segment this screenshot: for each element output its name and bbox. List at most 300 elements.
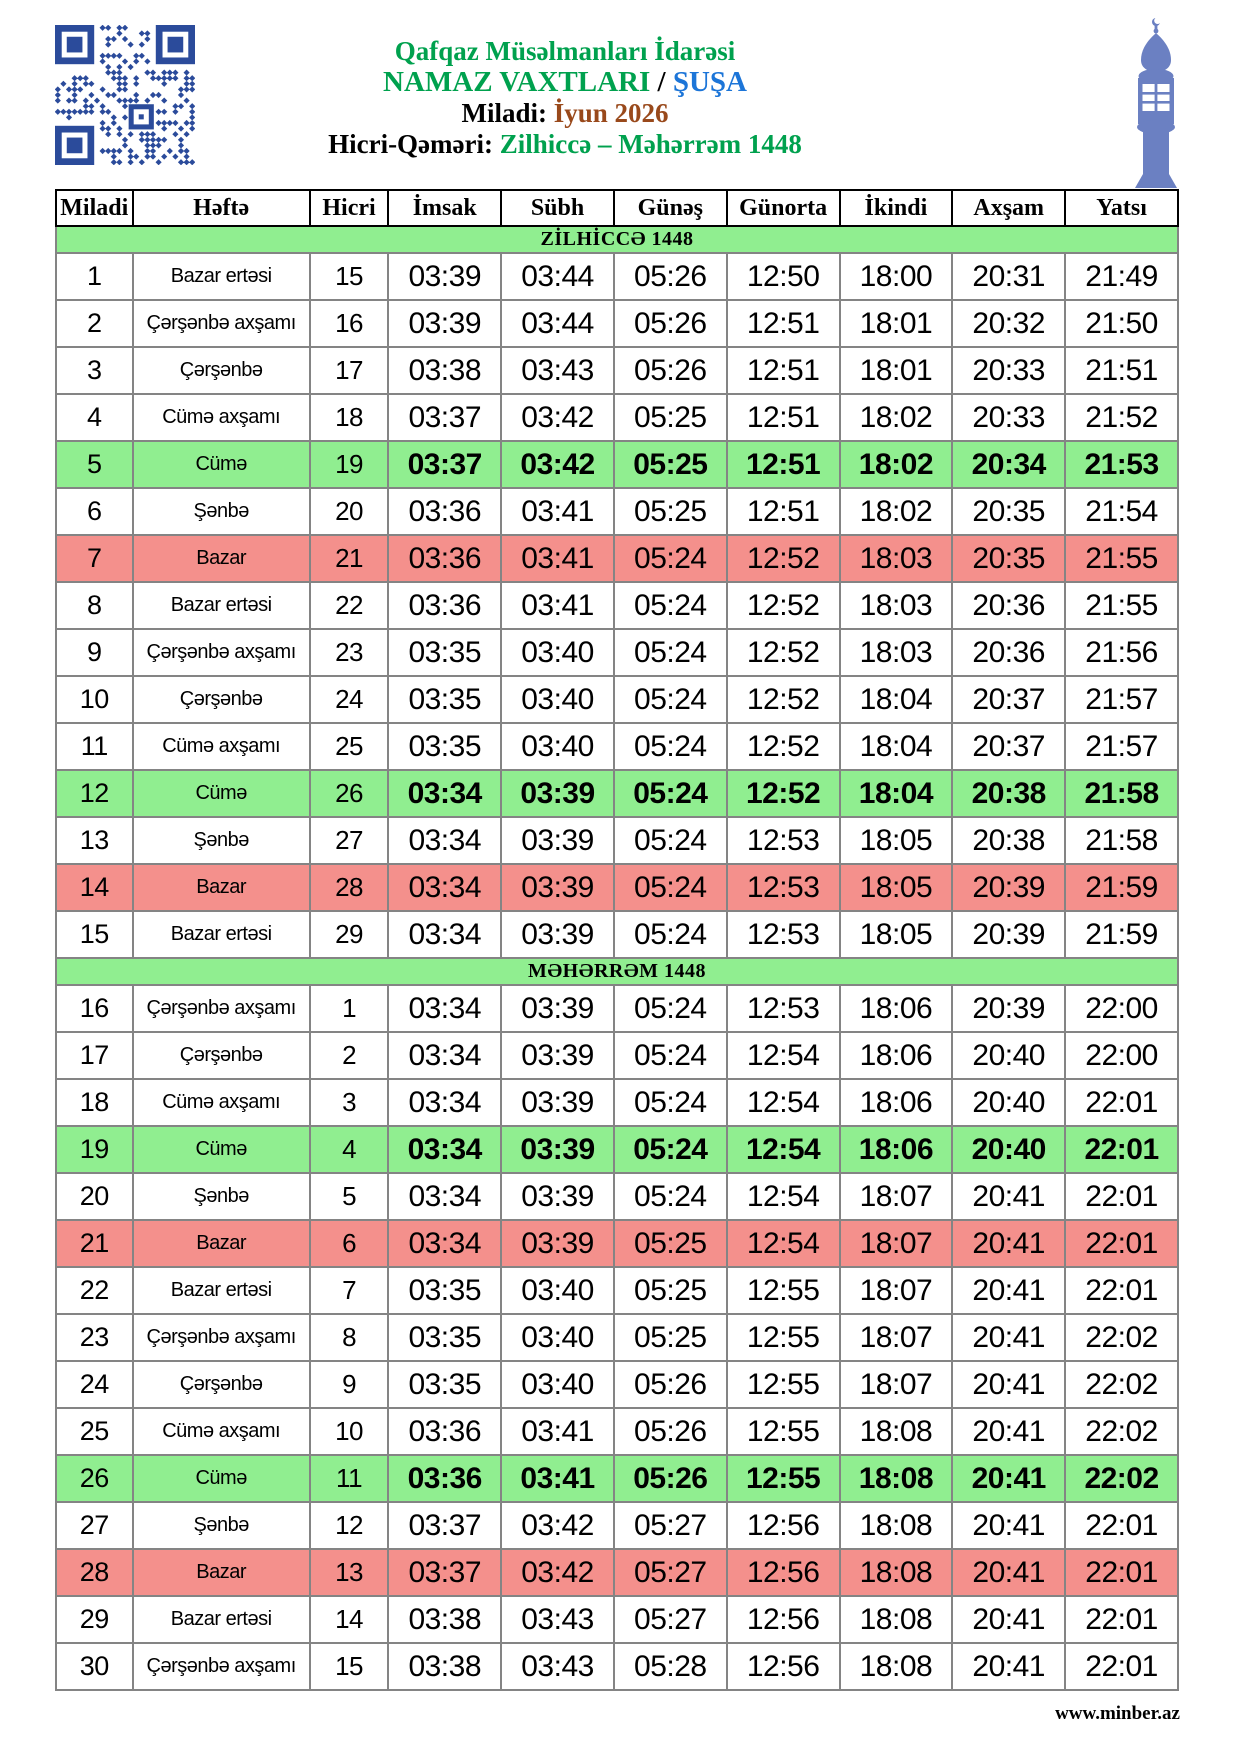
miladi-day-cell: 10 [56, 676, 133, 723]
miladi-label: Miladi: [461, 98, 554, 128]
ikindi-cell: 18:02 [840, 441, 953, 488]
weekday-cell: Cümə axşamı [133, 1079, 310, 1126]
gunes-cell: 05:24 [614, 1032, 727, 1079]
gunes-cell: 05:27 [614, 1502, 727, 1549]
axsam-cell: 20:40 [952, 1126, 1065, 1173]
gunes-cell: 05:24 [614, 676, 727, 723]
prayer-times-row [56, 488, 1178, 535]
ikindi-cell: 18:08 [840, 1549, 953, 1596]
axsam-cell: 20:39 [952, 911, 1065, 958]
yatsi-cell: 21:57 [1065, 676, 1178, 723]
subh-cell: 03:40 [501, 1361, 614, 1408]
axsam-cell: 20:38 [952, 817, 1065, 864]
yatsi-cell: 22:00 [1065, 985, 1178, 1032]
prayer-times-row [56, 582, 1178, 629]
hicri-day-cell: 1 [310, 985, 389, 1032]
prayer-times-row [56, 629, 1178, 676]
gunes-cell: 05:26 [614, 347, 727, 394]
gunes-cell: 05:25 [614, 441, 727, 488]
miladi-day-cell: 20 [56, 1173, 133, 1220]
gunorta-cell: 12:53 [727, 911, 840, 958]
subh-cell: 03:39 [501, 911, 614, 958]
hicri-day-cell: 27 [310, 817, 389, 864]
miladi-day-cell: 17 [56, 1032, 133, 1079]
subh-cell: 03:40 [501, 629, 614, 676]
yatsi-cell: 21:50 [1065, 300, 1178, 347]
gunorta-cell: 12:52 [727, 676, 840, 723]
gunorta-cell: 12:53 [727, 817, 840, 864]
hicri-day-cell: 29 [310, 911, 389, 958]
gunorta-cell: 12:53 [727, 864, 840, 911]
subh-cell: 03:41 [501, 488, 614, 535]
gunes-cell: 05:26 [614, 300, 727, 347]
gunorta-cell: 12:52 [727, 770, 840, 817]
axsam-cell: 20:32 [952, 300, 1065, 347]
ikindi-cell: 18:07 [840, 1267, 953, 1314]
yatsi-cell: 22:02 [1065, 1408, 1178, 1455]
yatsi-cell: 21:59 [1065, 864, 1178, 911]
miladi-value: İyun 2026 [553, 98, 669, 128]
miladi-day-cell: 5 [56, 441, 133, 488]
gunes-cell: 05:24 [614, 723, 727, 770]
weekday-cell: Cümə [133, 1126, 310, 1173]
gunes-cell: 05:27 [614, 1549, 727, 1596]
yatsi-cell: 22:02 [1065, 1361, 1178, 1408]
subh-cell: 03:43 [501, 1643, 614, 1690]
ikindi-cell: 18:07 [840, 1220, 953, 1267]
subh-cell: 03:42 [501, 394, 614, 441]
gunorta-cell: 12:52 [727, 582, 840, 629]
weekday-cell: Çərşənbə axşamı [133, 1643, 310, 1690]
miladi-day-cell: 11 [56, 723, 133, 770]
imsak-cell: 03:34 [388, 1173, 501, 1220]
subh-cell: 03:39 [501, 1032, 614, 1079]
miladi-day-cell: 1 [56, 253, 133, 300]
weekday-cell: Bazar ertəsi [133, 911, 310, 958]
gunorta-cell: 12:51 [727, 488, 840, 535]
prayer-times-row [56, 1032, 1178, 1079]
weekday-cell: Şənbə [133, 488, 310, 535]
gunorta-cell: 12:54 [727, 1032, 840, 1079]
yatsi-cell: 22:01 [1065, 1596, 1178, 1643]
hicri-day-cell: 25 [310, 723, 389, 770]
miladi-day-cell: 23 [56, 1314, 133, 1361]
prayer-times-row [56, 1549, 1178, 1596]
gunes-cell: 05:25 [614, 394, 727, 441]
axsam-cell: 20:41 [952, 1596, 1065, 1643]
axsam-cell: 20:41 [952, 1220, 1065, 1267]
prayer-times-row [56, 985, 1178, 1032]
prayer-times-row [56, 347, 1178, 394]
col-header-ikindi: İkindi [840, 190, 953, 226]
imsak-cell: 03:38 [388, 1643, 501, 1690]
axsam-cell: 20:41 [952, 1643, 1065, 1690]
miladi-day-cell: 21 [56, 1220, 133, 1267]
ikindi-cell: 18:05 [840, 864, 953, 911]
axsam-cell: 20:36 [952, 582, 1065, 629]
ikindi-cell: 18:08 [840, 1643, 953, 1690]
imsak-cell: 03:34 [388, 1079, 501, 1126]
weekday-cell: Bazar ertəsi [133, 1267, 310, 1314]
miladi-day-cell: 25 [56, 1408, 133, 1455]
gunes-cell: 05:24 [614, 864, 727, 911]
yatsi-cell: 22:01 [1065, 1126, 1178, 1173]
weekday-cell: Cümə axşamı [133, 1408, 310, 1455]
weekday-cell: Çərşənbə [133, 1032, 310, 1079]
gunorta-cell: 12:51 [727, 300, 840, 347]
axsam-cell: 20:33 [952, 394, 1065, 441]
weekday-cell: Cümə axşamı [133, 723, 310, 770]
gunes-cell: 05:24 [614, 911, 727, 958]
imsak-cell: 03:35 [388, 676, 501, 723]
hicri-label: Hicri-Qəməri: [328, 129, 500, 159]
miladi-day-cell: 16 [56, 985, 133, 1032]
page-title [155, 67, 975, 98]
yatsi-cell: 21:57 [1065, 723, 1178, 770]
hicri-day-cell: 20 [310, 488, 389, 535]
gunes-cell: 05:25 [614, 1267, 727, 1314]
subh-cell: 03:39 [501, 864, 614, 911]
imsak-cell: 03:37 [388, 394, 501, 441]
hicri-day-cell: 14 [310, 1596, 389, 1643]
gunorta-cell: 12:50 [727, 253, 840, 300]
gunes-cell: 05:26 [614, 1408, 727, 1455]
ikindi-cell: 18:08 [840, 1596, 953, 1643]
gunorta-cell: 12:56 [727, 1549, 840, 1596]
hicri-day-cell: 19 [310, 441, 389, 488]
footer-website: www.minber.az [1055, 1703, 1180, 1724]
ikindi-cell: 18:03 [840, 535, 953, 582]
prayer-times-row [56, 1361, 1178, 1408]
imsak-cell: 03:34 [388, 770, 501, 817]
gunes-cell: 05:24 [614, 1173, 727, 1220]
ikindi-cell: 18:02 [840, 488, 953, 535]
gunes-cell: 05:26 [614, 253, 727, 300]
gunes-cell: 05:26 [614, 1455, 727, 1502]
hicri-day-cell: 16 [310, 300, 389, 347]
miladi-day-cell: 30 [56, 1643, 133, 1690]
col-header-yatsi: Yatsı [1065, 190, 1178, 226]
weekday-cell: Çərşənbə axşamı [133, 300, 310, 347]
prayer-times-row [56, 1408, 1178, 1455]
prayer-times-row [56, 1079, 1178, 1126]
hicri-day-cell: 2 [310, 1032, 389, 1079]
gunorta-cell: 12:51 [727, 441, 840, 488]
organization-title: Qafqaz Müsəlmanları İdarəsi [394, 36, 736, 66]
weekday-cell: Cümə axşamı [133, 394, 310, 441]
axsam-cell: 20:41 [952, 1549, 1065, 1596]
gunes-cell: 05:25 [614, 488, 727, 535]
subh-cell: 03:41 [501, 1408, 614, 1455]
yatsi-cell: 21:52 [1065, 394, 1178, 441]
gunorta-cell: 12:55 [727, 1314, 840, 1361]
axsam-cell: 20:41 [952, 1314, 1065, 1361]
ikindi-cell: 18:01 [840, 300, 953, 347]
ikindi-cell: 18:07 [840, 1361, 953, 1408]
hicri-day-cell: 26 [310, 770, 389, 817]
hicri-day-cell: 21 [310, 535, 389, 582]
hicri-day-cell: 6 [310, 1220, 389, 1267]
subh-cell: 03:41 [501, 535, 614, 582]
col-header-hicri: Hicri [310, 190, 389, 226]
gunorta-cell: 12:56 [727, 1502, 840, 1549]
weekday-cell: Şənbə [133, 1173, 310, 1220]
yatsi-cell: 21:56 [1065, 629, 1178, 676]
hicri-day-cell: 15 [310, 1643, 389, 1690]
axsam-cell: 20:34 [952, 441, 1065, 488]
yatsi-cell: 21:58 [1065, 817, 1178, 864]
col-header-axsam: Axşam [952, 190, 1065, 226]
hicri-day-cell: 9 [310, 1361, 389, 1408]
ikindi-cell: 18:05 [840, 911, 953, 958]
weekday-cell: Çərşənbə [133, 676, 310, 723]
ikindi-cell: 18:06 [840, 1126, 953, 1173]
miladi-day-cell: 2 [56, 300, 133, 347]
imsak-cell: 03:34 [388, 817, 501, 864]
prayer-times-row [56, 394, 1178, 441]
prayer-times-row [56, 676, 1178, 723]
subh-cell: 03:40 [501, 1267, 614, 1314]
col-header-miladi: Miladi [56, 190, 133, 226]
weekday-cell: Bazar ertəsi [133, 1596, 310, 1643]
axsam-cell: 20:31 [952, 253, 1065, 300]
imsak-cell: 03:37 [388, 1502, 501, 1549]
miladi-day-cell: 28 [56, 1549, 133, 1596]
hicri-day-cell: 4 [310, 1126, 389, 1173]
prayer-times-table [55, 189, 1179, 1691]
gunorta-cell: 12:52 [727, 535, 840, 582]
hicri-day-cell: 22 [310, 582, 389, 629]
subh-cell: 03:42 [501, 1549, 614, 1596]
minaret-icon [1126, 16, 1186, 188]
weekday-cell: Bazar [133, 1549, 310, 1596]
prayer-times-row [56, 817, 1178, 864]
gunes-cell: 05:24 [614, 629, 727, 676]
imsak-cell: 03:36 [388, 1455, 501, 1502]
yatsi-cell: 21:55 [1065, 582, 1178, 629]
ikindi-cell: 18:04 [840, 723, 953, 770]
subh-cell: 03:40 [501, 676, 614, 723]
hicri-day-cell: 5 [310, 1173, 389, 1220]
imsak-cell: 03:34 [388, 1032, 501, 1079]
subh-cell: 03:43 [501, 347, 614, 394]
subh-cell: 03:41 [501, 1455, 614, 1502]
miladi-day-cell: 8 [56, 582, 133, 629]
miladi-day-cell: 15 [56, 911, 133, 958]
gunorta-cell: 12:53 [727, 985, 840, 1032]
imsak-cell: 03:35 [388, 723, 501, 770]
imsak-cell: 03:39 [388, 253, 501, 300]
axsam-cell: 20:40 [952, 1032, 1065, 1079]
yatsi-cell: 21:55 [1065, 535, 1178, 582]
prayer-times-row [56, 253, 1178, 300]
ikindi-cell: 18:04 [840, 676, 953, 723]
subh-cell: 03:39 [501, 985, 614, 1032]
ikindi-cell: 18:04 [840, 770, 953, 817]
ikindi-cell: 18:01 [840, 347, 953, 394]
prayer-times-row [56, 911, 1178, 958]
gunorta-cell: 12:54 [727, 1079, 840, 1126]
ikindi-cell: 18:07 [840, 1173, 953, 1220]
hicri-day-cell: 12 [310, 1502, 389, 1549]
prayer-times-row [56, 1126, 1178, 1173]
hicri-day-cell: 8 [310, 1314, 389, 1361]
hicri-date-line [155, 129, 975, 160]
subh-cell: 03:39 [501, 770, 614, 817]
imsak-cell: 03:34 [388, 911, 501, 958]
gunes-cell: 05:24 [614, 1126, 727, 1173]
yatsi-cell: 22:01 [1065, 1267, 1178, 1314]
ikindi-cell: 18:08 [840, 1502, 953, 1549]
prayer-times-row [56, 723, 1178, 770]
subh-cell: 03:39 [501, 1220, 614, 1267]
gunes-cell: 05:26 [614, 1361, 727, 1408]
prayer-times-row [56, 864, 1178, 911]
gunorta-cell: 12:54 [727, 1126, 840, 1173]
miladi-date-line [155, 98, 975, 129]
imsak-cell: 03:36 [388, 1408, 501, 1455]
weekday-cell: Cümə [133, 441, 310, 488]
ikindi-cell: 18:06 [840, 1079, 953, 1126]
yatsi-cell: 21:51 [1065, 347, 1178, 394]
axsam-cell: 20:37 [952, 723, 1065, 770]
prayer-times-row [56, 1643, 1178, 1690]
weekday-cell: Çərşənbə axşamı [133, 629, 310, 676]
axsam-cell: 20:40 [952, 1079, 1065, 1126]
yatsi-cell: 22:00 [1065, 1032, 1178, 1079]
prayer-times-row [56, 441, 1178, 488]
miladi-day-cell: 6 [56, 488, 133, 535]
prayer-times-row [56, 770, 1178, 817]
miladi-day-cell: 13 [56, 817, 133, 864]
axsam-cell: 20:35 [952, 535, 1065, 582]
header-titles [155, 36, 975, 160]
yatsi-cell: 22:01 [1065, 1079, 1178, 1126]
axsam-cell: 20:41 [952, 1267, 1065, 1314]
ikindi-cell: 18:08 [840, 1408, 953, 1455]
imsak-cell: 03:35 [388, 629, 501, 676]
hicri-day-cell: 7 [310, 1267, 389, 1314]
axsam-cell: 20:38 [952, 770, 1065, 817]
hicri-day-cell: 15 [310, 253, 389, 300]
gunes-cell: 05:25 [614, 1314, 727, 1361]
gunorta-cell: 12:51 [727, 394, 840, 441]
hicri-day-cell: 17 [310, 347, 389, 394]
gunorta-cell: 12:55 [727, 1361, 840, 1408]
yatsi-cell: 22:01 [1065, 1173, 1178, 1220]
gunorta-cell: 12:55 [727, 1408, 840, 1455]
imsak-cell: 03:38 [388, 347, 501, 394]
yatsi-cell: 22:01 [1065, 1643, 1178, 1690]
axsam-cell: 20:41 [952, 1361, 1065, 1408]
prayer-times-row [56, 1220, 1178, 1267]
yatsi-cell: 22:02 [1065, 1455, 1178, 1502]
miladi-day-cell: 12 [56, 770, 133, 817]
yatsi-cell: 21:54 [1065, 488, 1178, 535]
prayer-times-row [56, 300, 1178, 347]
miladi-day-cell: 26 [56, 1455, 133, 1502]
miladi-day-cell: 14 [56, 864, 133, 911]
miladi-day-cell: 4 [56, 394, 133, 441]
title-separator: / [650, 66, 673, 98]
ikindi-cell: 18:03 [840, 582, 953, 629]
yatsi-cell: 22:01 [1065, 1549, 1178, 1596]
yatsi-cell: 22:02 [1065, 1314, 1178, 1361]
yatsi-cell: 21:59 [1065, 911, 1178, 958]
subh-cell: 03:39 [501, 817, 614, 864]
subh-cell: 03:42 [501, 1502, 614, 1549]
subh-cell: 03:39 [501, 1079, 614, 1126]
col-header-subh: Sübh [501, 190, 614, 226]
subh-cell: 03:39 [501, 1173, 614, 1220]
hicri-day-cell: 13 [310, 1549, 389, 1596]
section-header-row [56, 958, 1178, 985]
yatsi-cell: 21:49 [1065, 253, 1178, 300]
weekday-cell: Bazar ertəsi [133, 582, 310, 629]
title-namaz-vaxtlari: NAMAZ VAXTLARI [383, 66, 651, 98]
prayer-times-row [56, 1502, 1178, 1549]
axsam-cell: 20:41 [952, 1408, 1065, 1455]
weekday-cell: Cümə [133, 1455, 310, 1502]
miladi-day-cell: 3 [56, 347, 133, 394]
column-header-row [56, 190, 1178, 226]
miladi-day-cell: 9 [56, 629, 133, 676]
subh-cell: 03:39 [501, 1126, 614, 1173]
miladi-day-cell: 29 [56, 1596, 133, 1643]
gunes-cell: 05:28 [614, 1643, 727, 1690]
miladi-day-cell: 7 [56, 535, 133, 582]
prayer-times-row [56, 1596, 1178, 1643]
gunorta-cell: 12:52 [727, 629, 840, 676]
axsam-cell: 20:41 [952, 1173, 1065, 1220]
prayer-times-row [56, 1455, 1178, 1502]
weekday-cell: Şənbə [133, 1502, 310, 1549]
axsam-cell: 20:37 [952, 676, 1065, 723]
gunorta-cell: 12:51 [727, 347, 840, 394]
hicri-day-cell: 24 [310, 676, 389, 723]
imsak-cell: 03:37 [388, 441, 501, 488]
miladi-day-cell: 22 [56, 1267, 133, 1314]
gunes-cell: 05:24 [614, 535, 727, 582]
gunorta-cell: 12:56 [727, 1643, 840, 1690]
subh-cell: 03:41 [501, 582, 614, 629]
subh-cell: 03:42 [501, 441, 614, 488]
gunes-cell: 05:27 [614, 1596, 727, 1643]
ikindi-cell: 18:08 [840, 1455, 953, 1502]
miladi-day-cell: 18 [56, 1079, 133, 1126]
imsak-cell: 03:34 [388, 864, 501, 911]
imsak-cell: 03:35 [388, 1267, 501, 1314]
hicri-value: Zilhiccə – Məhərrəm 1448 [499, 129, 802, 159]
axsam-cell: 20:36 [952, 629, 1065, 676]
weekday-cell: Bazar [133, 864, 310, 911]
imsak-cell: 03:34 [388, 1126, 501, 1173]
hicri-day-cell: 18 [310, 394, 389, 441]
imsak-cell: 03:39 [388, 300, 501, 347]
section-header-row [56, 226, 1178, 253]
col-header-hefte: Həftə [133, 190, 310, 226]
weekday-cell: Çərşənbə [133, 1361, 310, 1408]
imsak-cell: 03:37 [388, 1549, 501, 1596]
section-title: ZİLHİCCƏ 1448 [56, 226, 1178, 253]
col-header-imsak: İmsak [388, 190, 501, 226]
miladi-day-cell: 24 [56, 1361, 133, 1408]
subh-cell: 03:44 [501, 253, 614, 300]
hicri-day-cell: 11 [310, 1455, 389, 1502]
gunes-cell: 05:24 [614, 582, 727, 629]
hicri-day-cell: 23 [310, 629, 389, 676]
imsak-cell: 03:34 [388, 985, 501, 1032]
